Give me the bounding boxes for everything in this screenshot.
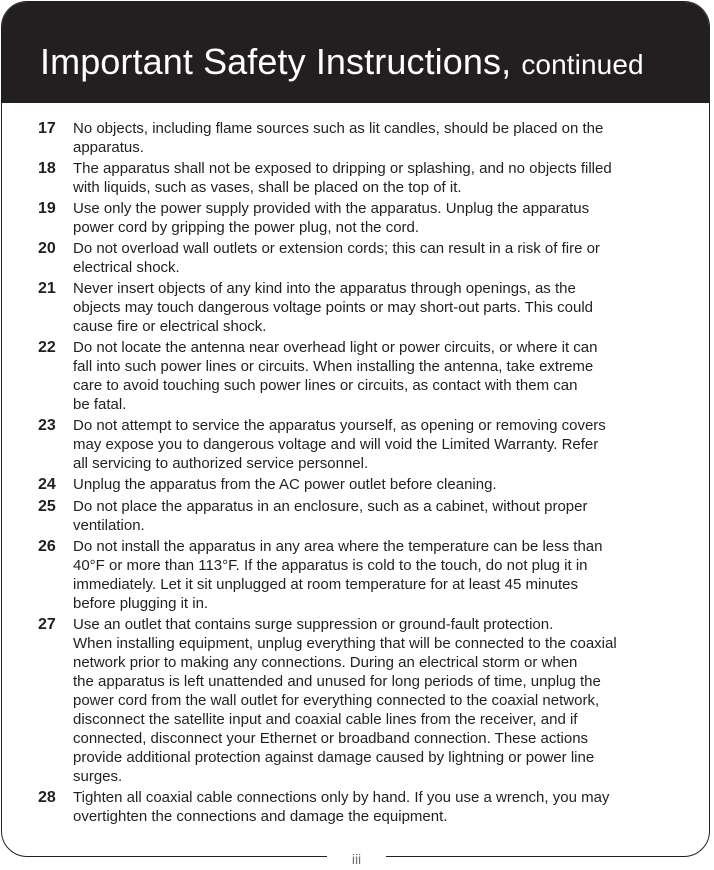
instruction-line: connected, disconnect your Ethernet or broadband connection. These actions — [73, 730, 589, 747]
instruction-text — [73, 475, 682, 494]
instruction-line: Do not locate the antenna near overhead light or power circuits, or where it can — [73, 339, 598, 356]
instruction-text — [73, 159, 682, 197]
instruction-item — [38, 199, 682, 237]
page-frame — [1, 1, 710, 857]
instruction-item — [38, 159, 682, 197]
instruction-line: objects may touch dangerous voltage points or may short-out parts. This could — [73, 299, 593, 316]
instruction-list — [38, 119, 682, 828]
instruction-number: 24 — [38, 476, 56, 493]
instruction-line: Use an outlet that contains surge suppression or ground-fault protection. — [73, 616, 554, 633]
instruction-item — [38, 788, 682, 826]
instruction-line: network prior to making any connections. During an electrical storm or when — [73, 654, 578, 671]
instruction-line: overtighten the connections and damage the equipment. — [73, 808, 448, 825]
instruction-line: 40°F or more than 113°F. If the apparatus is cold to the touch, do not plug it in — [73, 557, 588, 574]
instruction-number: 19 — [38, 200, 56, 217]
instruction-number: 23 — [38, 417, 56, 434]
title-main: Important Safety Instructions, — [40, 41, 512, 82]
instruction-item — [38, 537, 682, 613]
instruction-line: Do not attempt to service the apparatus yourself, as opening or removing covers — [73, 417, 606, 434]
instruction-line: Tighten all coaxial cable connections only by hand. If you use a wrench, you may — [73, 789, 610, 806]
instruction-line: electrical shock. — [73, 259, 180, 276]
instruction-line: before plugging it in. — [73, 595, 209, 612]
instruction-line: with liquids, such as vases, shall be placed on the top of it. — [73, 179, 462, 196]
instruction-text — [73, 416, 682, 473]
instruction-item — [38, 497, 682, 535]
instruction-line: apparatus. — [73, 139, 144, 156]
instruction-line: disconnect the satellite input and coaxial cable lines from the receiver, and if — [73, 711, 578, 728]
instruction-text — [73, 788, 682, 826]
instruction-item — [38, 338, 682, 414]
instruction-line: may expose you to dangerous voltage and will void the Limited Warranty. Refer — [73, 436, 599, 453]
instruction-number: 25 — [38, 498, 56, 515]
title-suffix: continued — [521, 49, 644, 80]
instruction-item — [38, 416, 682, 473]
instruction-line: power cord by gripping the power plug, not the cord. — [73, 219, 420, 236]
instruction-line: care to avoid touching such power lines or circuits, as contact with them can — [73, 377, 578, 394]
instruction-line: ventilation. — [73, 517, 145, 534]
instruction-text — [73, 279, 682, 336]
instruction-number: 28 — [38, 789, 56, 806]
instruction-text — [73, 119, 682, 157]
instruction-text — [73, 199, 682, 237]
instruction-line: cause fire or electrical shock. — [73, 318, 267, 335]
instruction-line: all servicing to authorized service personnel. — [73, 455, 369, 472]
instruction-line: be fatal. — [73, 396, 127, 413]
instruction-item — [38, 279, 682, 336]
instruction-line: The apparatus shall not be exposed to dripping or splashing, and no objects filled — [73, 160, 612, 177]
instruction-number: 18 — [38, 160, 56, 177]
instruction-number: 26 — [38, 538, 56, 555]
instruction-text — [73, 239, 682, 277]
instruction-item — [38, 239, 682, 277]
instruction-text — [73, 537, 682, 613]
page-title — [40, 40, 644, 87]
instruction-line: Do not place the apparatus in an enclosure, such as a cabinet, without proper — [73, 498, 588, 515]
instruction-text — [73, 497, 682, 535]
header-bar — [2, 2, 709, 103]
instruction-line: fall into such power lines or circuits. When installing the antenna, take extreme — [73, 358, 594, 375]
instruction-number: 27 — [38, 616, 56, 633]
page-number: iii — [351, 851, 362, 867]
instruction-text — [73, 615, 682, 786]
instruction-text — [73, 338, 682, 414]
instruction-line: power cord from the wall outlet for everything connected to the coaxial network, — [73, 692, 600, 709]
instruction-line: surges. — [73, 768, 123, 785]
instruction-line: No objects, including flame sources such as lit candles, should be placed on the — [73, 120, 604, 137]
instruction-line: provide additional protection against damage caused by lightning or power line — [73, 749, 595, 766]
instruction-number: 21 — [38, 280, 56, 297]
instruction-line: Unplug the apparatus from the AC power outlet before cleaning. — [73, 476, 497, 493]
instruction-line: Do not install the apparatus in any area where the temperature can be less than — [73, 538, 603, 555]
instruction-item — [38, 475, 682, 495]
instruction-line: When installing equipment, unplug everything that will be connected to the coaxial — [73, 635, 617, 652]
instruction-number: 17 — [38, 120, 56, 137]
instruction-line: Do not overload wall outlets or extension cords; this can result in a risk of fire or — [73, 240, 600, 257]
instruction-item — [38, 615, 682, 786]
instruction-line: immediately. Let it sit unplugged at room temperature for at least 45 minutes — [73, 576, 578, 593]
instruction-item — [38, 119, 682, 157]
instruction-line: Never insert objects of any kind into the apparatus through openings, as the — [73, 280, 576, 297]
instruction-number: 20 — [38, 240, 56, 257]
instruction-line: the apparatus is left unattended and unused for long periods of time, unplug the — [73, 673, 601, 690]
instruction-number: 22 — [38, 339, 56, 356]
instruction-line: Use only the power supply provided with the apparatus. Unplug the apparatus — [73, 200, 590, 217]
